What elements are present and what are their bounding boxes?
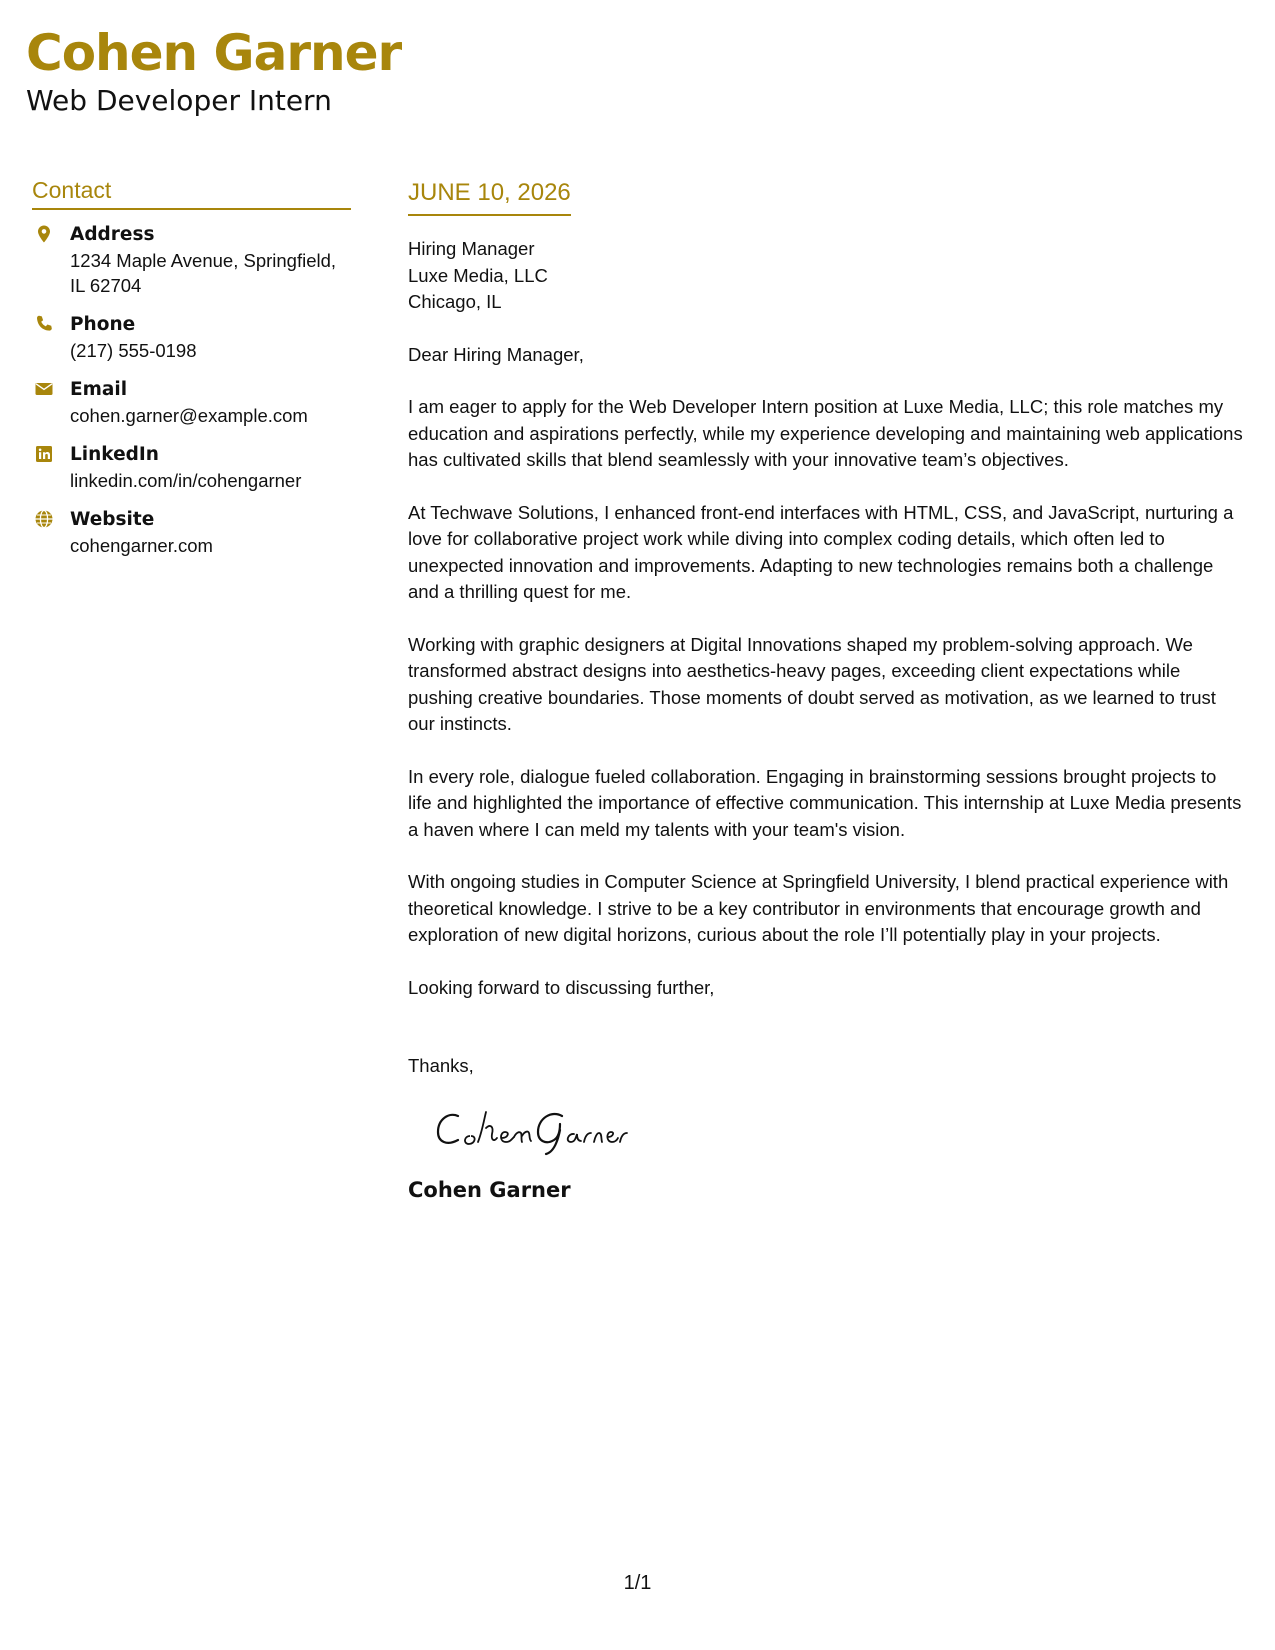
phone-icon bbox=[34, 314, 54, 334]
letter-date: JUNE 10, 2026 bbox=[408, 178, 571, 216]
applicant-name: Cohen Garner bbox=[26, 24, 402, 82]
body-paragraph: Working with graphic designers at Digital Innovations shaped my problem-solving approach. We transformed abstract designs into aesthetics-heavy pages, exceeding client expectations while pushing creative boundaries. Those moments of doubt served as motivation, as we learned to trust our instincts. bbox=[408, 633, 1216, 734]
contact-item-linkedin bbox=[32, 442, 351, 493]
contact-label: Email bbox=[70, 379, 128, 400]
body-paragraph: With ongoing studies in Computer Science at Springfield University, I blend practical experience with theoretical knowledge. I strive to be a key contributor in environments that encourage growth and exploration of new digital horizons, curious about the role I’ll potentially play in your projects. bbox=[408, 871, 1229, 945]
contact-sidebar bbox=[32, 176, 351, 572]
contact-value: (217) 555-0198 bbox=[70, 340, 197, 361]
linkedin-icon bbox=[34, 444, 54, 464]
contact-value: linkedin.com/in/cohengarner bbox=[70, 470, 302, 491]
salutation: Dear Hiring Manager, bbox=[408, 343, 584, 365]
recipient-line: Hiring Manager bbox=[408, 238, 535, 259]
body-paragraph: At Techwave Solutions, I enhanced front-end interfaces with HTML, CSS, and JavaScript, nurturing a love for collaborative project work while diving into complex coding details, which often led to unexpected innovation and improvements. Adapting to new technologies remains both a challenge and a thrilling quest for me. bbox=[408, 501, 1234, 602]
letter-header bbox=[26, 22, 401, 118]
closing-thanks: Thanks, bbox=[408, 1055, 474, 1076]
letter-body bbox=[408, 178, 1243, 1204]
handwritten-signature bbox=[432, 1102, 662, 1158]
body-paragraph: I am eager to apply for the Web Developer Intern position at Luxe Media, LLC; this role matches my education and aspirations perfectly, while my experience developing and maintaining web applications has cultivated skills that blend seamlessly with your innovative team’s objectives. bbox=[408, 396, 1243, 470]
envelope-icon bbox=[34, 379, 54, 399]
contact-label: Website bbox=[70, 509, 155, 530]
contact-value: 1234 Maple Avenue, Springfield, bbox=[70, 250, 337, 271]
contact-label: Phone bbox=[70, 314, 136, 335]
recipient-line: Chicago, IL bbox=[408, 291, 502, 312]
contact-section-title: Contact bbox=[32, 176, 351, 210]
globe-icon bbox=[34, 509, 54, 529]
contact-label: LinkedIn bbox=[70, 444, 159, 465]
contact-label: Address bbox=[70, 224, 155, 245]
contact-item-website bbox=[32, 507, 351, 558]
contact-list bbox=[32, 222, 351, 558]
contact-item-address bbox=[32, 222, 351, 298]
applicant-role: Web Developer Intern bbox=[26, 84, 332, 117]
contact-value: IL 62704 bbox=[70, 275, 142, 296]
recipient-line: Luxe Media, LLC bbox=[408, 264, 548, 286]
contact-value: cohengarner.com bbox=[70, 535, 213, 556]
signed-name: Cohen Garner bbox=[408, 1177, 571, 1202]
contact-value: cohen.garner@example.com bbox=[70, 405, 308, 426]
contact-item-phone bbox=[32, 312, 351, 363]
map-pin-icon bbox=[34, 224, 54, 244]
page-number: 1/1 bbox=[623, 1572, 652, 1594]
body-paragraph: In every role, dialogue fueled collaboration. Engaging in brainstorming sessions brought projects to life and highlighted the importance of effective communication. This internship at Luxe Media presents a haven where I can meld my talents with your team's vision. bbox=[408, 765, 1242, 840]
closing-line: Looking forward to discussing further, bbox=[408, 976, 715, 998]
recipient-block bbox=[408, 236, 1243, 316]
contact-item-email bbox=[32, 377, 351, 428]
